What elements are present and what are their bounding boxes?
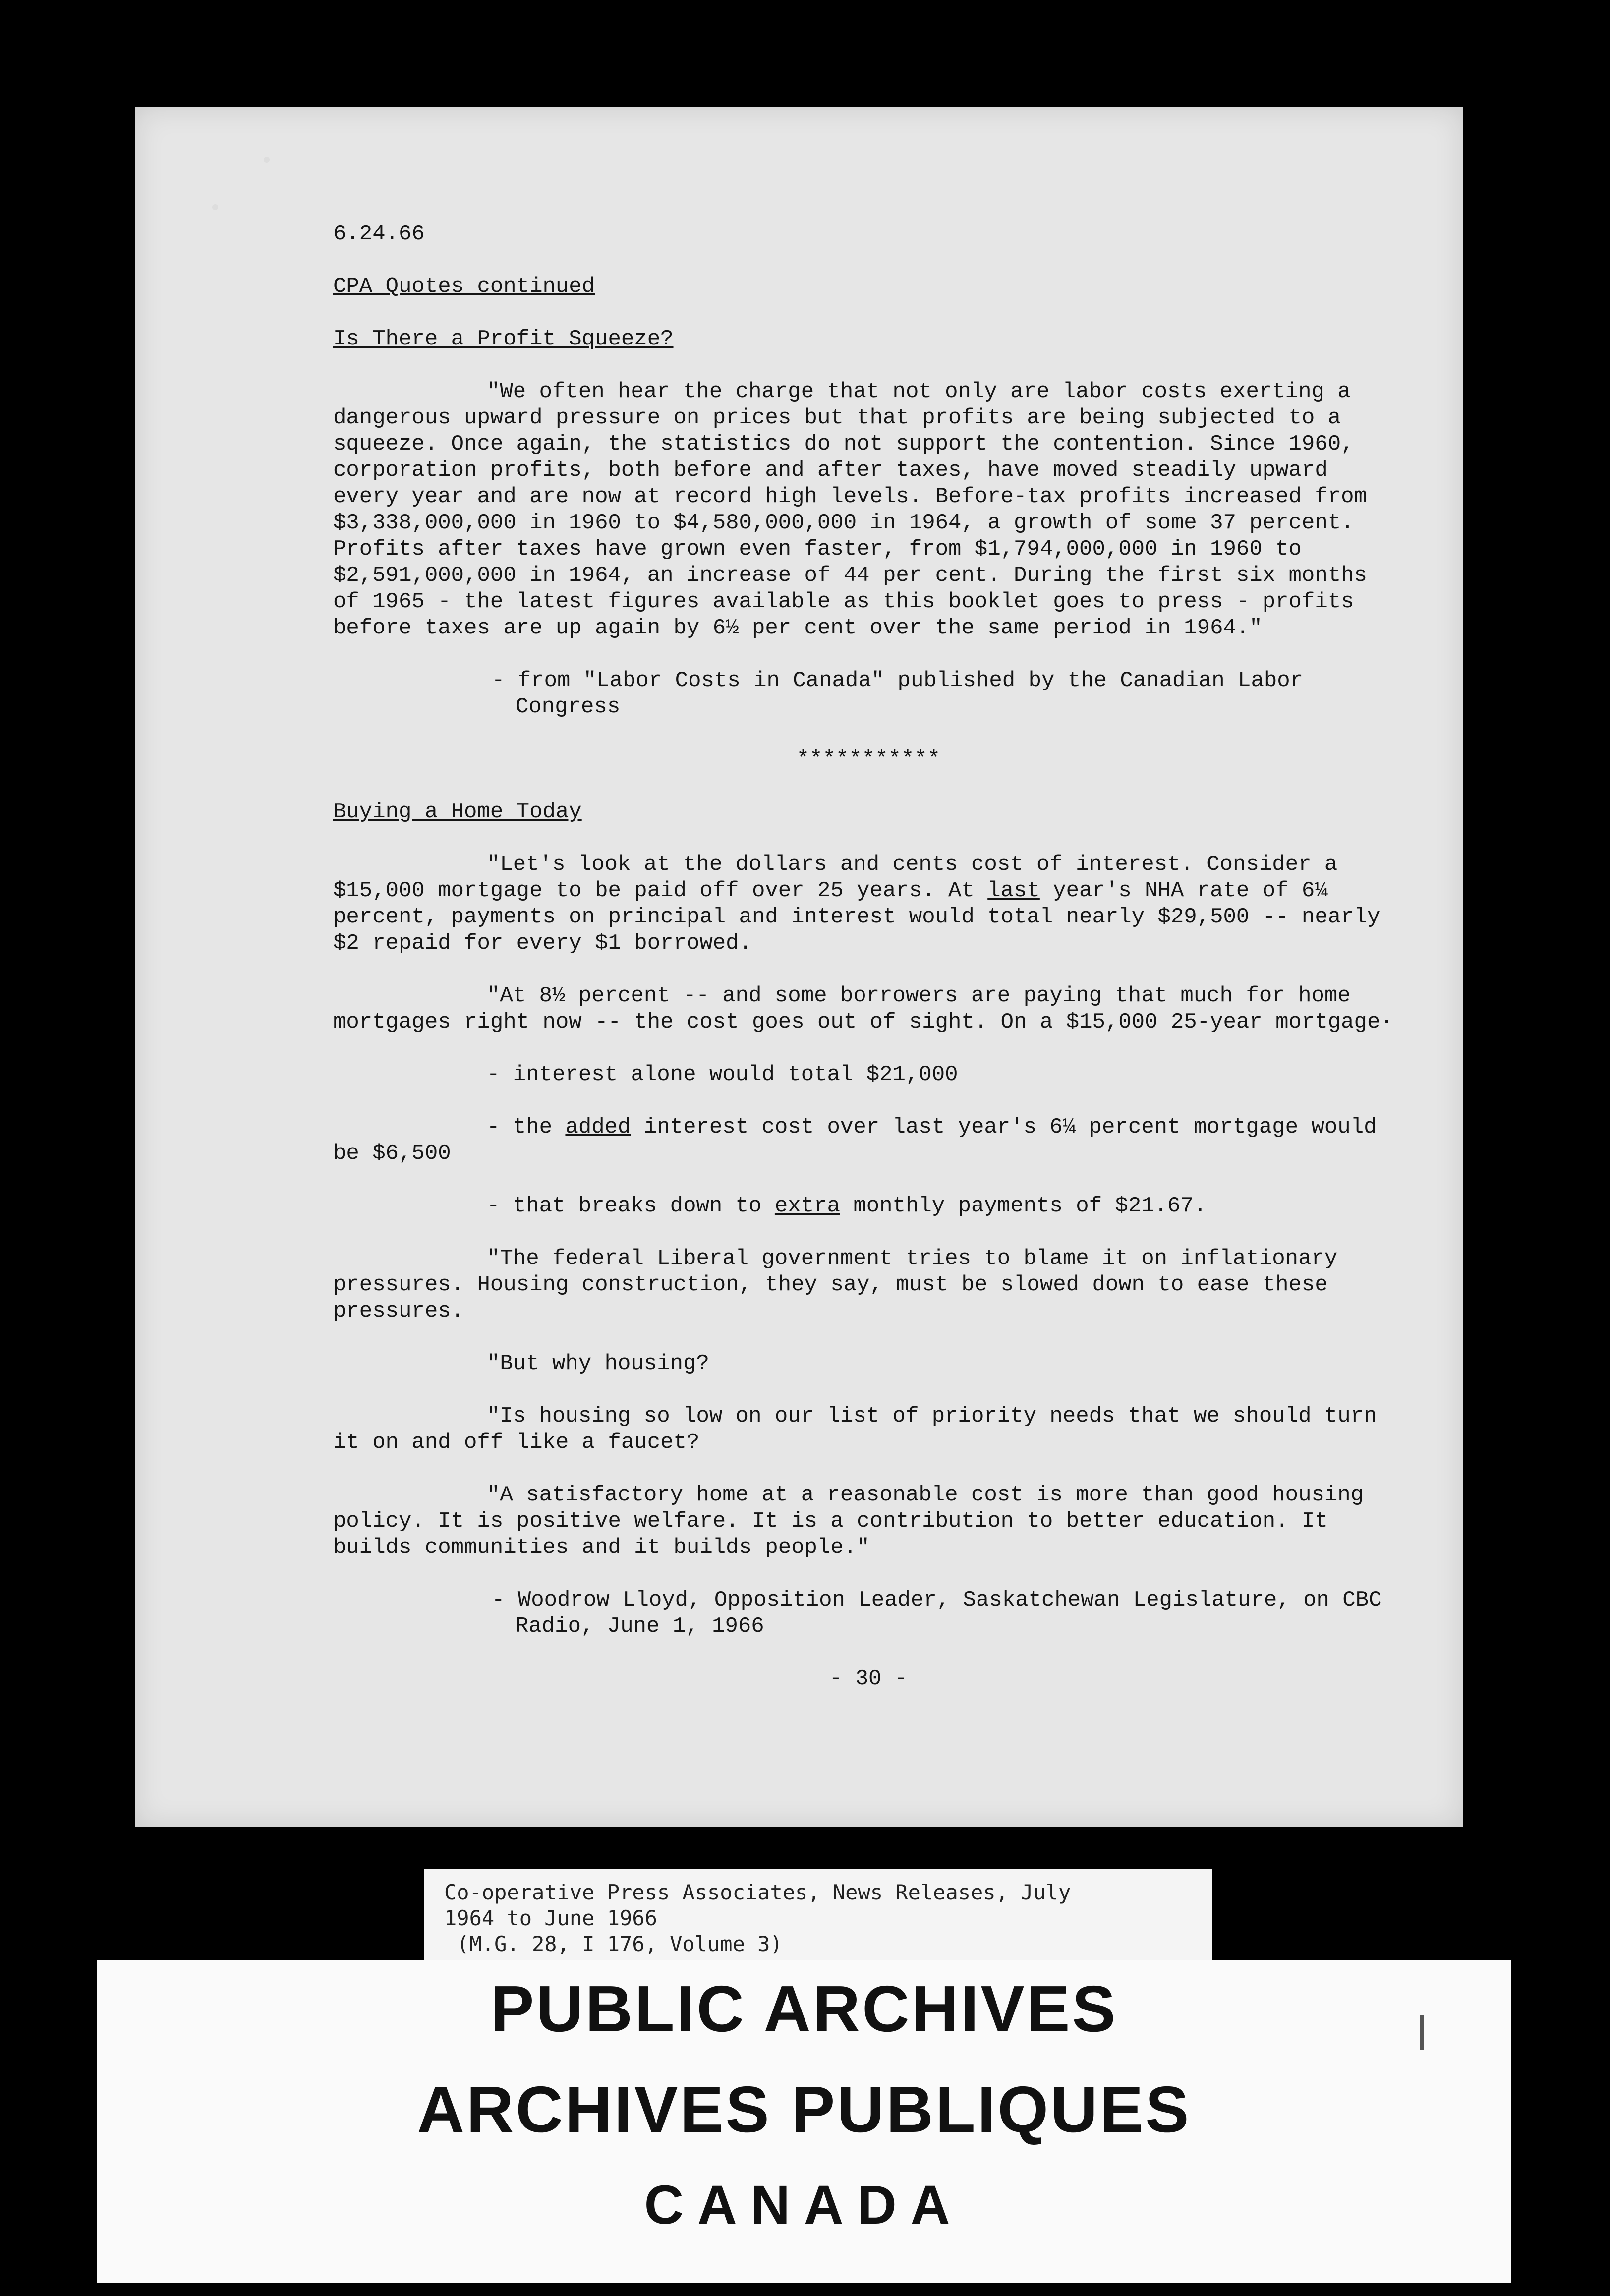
quote-profits: "We often hear the charge that not only are labor costs exerting a dangerous upward pressure on prices but that profits are being subjected to a squeeze. Once again, the statistics do not support the contention. Since 1960, corporation profits, both before and after taxes, have moved steadily upward every year and are now at record high levels. Before-tax profits increased from $3,338,000,000 in 1960 to $4,580,000,000 in 1964, a growth of some 37 percent. Profits after taxes have grown even faster, from $1,794,000,000 in 1960 to $2,591,000,000 in 1964, an increase of 44 per cent. During the first six months of 1965 - the latest figures available as this booklet goes to press - profits before taxes are up again by 6½ per cent over the same period in 1964." (333, 379, 1367, 640)
separator: *********** (796, 747, 941, 772)
paragraph-why-housing: "But why housing? (487, 1351, 709, 1376)
bullet-added-interest: - the added interest cost over last year's 6¼ percent mortgage would be $6,500 (333, 1115, 1377, 1166)
stamp-public-archives: PUBLIC ARCHIVES (490, 1972, 1118, 2045)
label-line-3: (M.G. 28, I 176, Volume 3) (444, 1932, 783, 1956)
document-date: 6.24.66 (333, 222, 425, 246)
speck (212, 204, 218, 210)
paragraph-faucet: "Is housing so low on our list of priority needs that we should turn it on and off like a faucet? (333, 1404, 1377, 1455)
typed-text (333, 221, 1404, 1719)
film-mark (1420, 2015, 1424, 2050)
section-title: CPA Quotes continued (333, 274, 595, 299)
stamp-archives-publiques: ARCHIVES PUBLIQUES (417, 2073, 1191, 2146)
heading-profit-squeeze: Is There a Profit Squeeze? (333, 327, 674, 351)
heading-buying-home: Buying a Home Today (333, 800, 582, 824)
paragraph-satisfactory-home: "A satisfactory home at a reasonable cost is more than good housing policy. It is positive welfare. It is a contribution to better education. It builds communities and it builds people." (333, 1483, 1364, 1560)
speck (264, 157, 270, 163)
label-line-2: 1964 to June 1966 (444, 1906, 657, 1930)
attribution-labor-congress: - from "Labor Costs in Canada" published by the Canadian Labor Congress (492, 668, 1304, 719)
bullet-extra-payments: - that breaks down to extra monthly payments of $21.67. (487, 1194, 1207, 1218)
document-page (135, 107, 1463, 1827)
archive-label-card (424, 1869, 1212, 1968)
page-number: - 30 - (829, 1666, 908, 1691)
paragraph-interest-cost: "Let's look at the dollars and cents cost of interest. Consider a $15,000 mortgage to be paid off over 25 years. At last year's NHA rate of 6¼ percent, payments on principal and interest would total nearly $29,500 -- nearly $2 repaid for every $1 borrowed. (333, 852, 1380, 956)
label-line-1: Co-operative Press Associates, News Releases, July (444, 1880, 1071, 1904)
archives-stamp (97, 1960, 1511, 2283)
attribution-woodrow-lloyd: - Woodrow Lloyd, Opposition Leader, Saskatchewan Legislature, on CBC Radio, June 1, 1966 (492, 1588, 1382, 1639)
stamp-canada: CANADA (644, 2175, 964, 2236)
bullet-interest-alone: - interest alone would total $21,000 (487, 1062, 958, 1087)
paragraph-liberal-government: "The federal Liberal government tries to blame it on inflationary pressures. Housing construction, they say, must be slowed down to ease these pressures. (333, 1246, 1338, 1323)
paragraph-eight-percent: "At 8½ percent -- and some borrowers are paying that much for home mortgages right now -- the cost goes out of sight. On a $15,000 25-year mortgage· (333, 983, 1393, 1034)
